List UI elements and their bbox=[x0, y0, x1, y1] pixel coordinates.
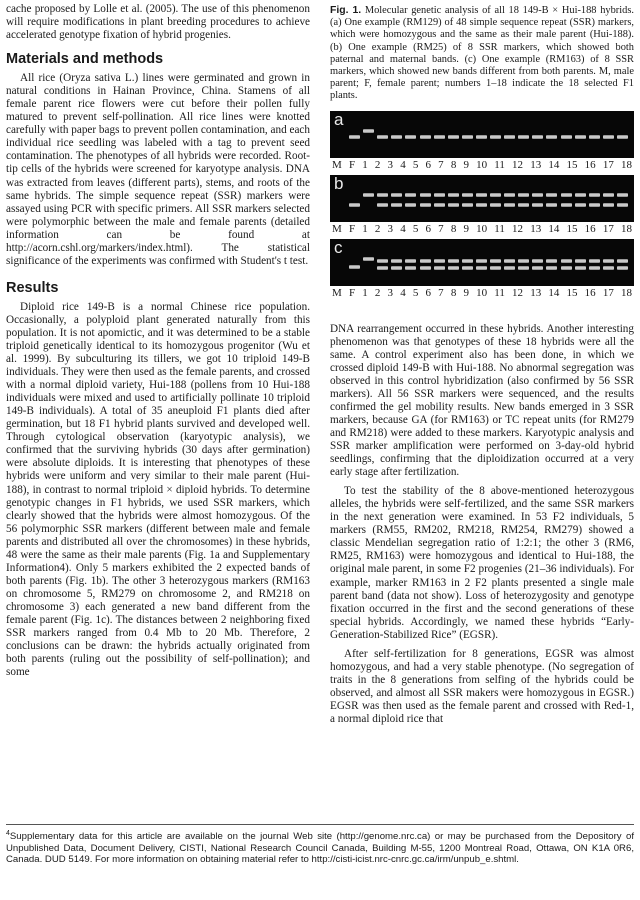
lane-label: 17 bbox=[602, 286, 614, 299]
gel-band bbox=[377, 259, 388, 263]
gel-band bbox=[532, 266, 543, 270]
footnote-text: Supplementary data for this article are available on the journal Web site (http://genome.nrc.ca) or may be purchased from the Depository of Unpublished Data, Document Delivery, CISTI, National Research Council Canada, Building M-55, 1200 Montreal Road, Ottawa, ON K1A 0R6, Canada. DUD 5149. For more information on obtaining material refer to http://cisti-icist.nrc-cnrc.gc.ca/irm/unpub_e.shtml. bbox=[6, 831, 634, 865]
panel-label-c: c bbox=[334, 238, 343, 257]
lane-label: 14 bbox=[548, 286, 560, 299]
lane-label: 7 bbox=[438, 286, 444, 299]
gel-band bbox=[363, 129, 374, 133]
lane-label: 9 bbox=[463, 158, 469, 171]
lane-label: M bbox=[332, 158, 342, 171]
lane-label: 13 bbox=[530, 158, 542, 171]
figure-caption-text: Molecular genetic analysis of all 18 149-B × Hui-188 hybrids. (a) One example (RM129) of 48 simple sequence repeat (SSR) markers, which were homozygous and the same as their male parent (Hui-188). (b) One example (RM25) of 8 SSR markers, which showed both paternal and maternal bands. (c) One example (RM163) of 8 SSR markers, which showed new bands different from both parents. M, male parent; F, female parent; numbers 1–18 indicate the 18 selected F1 plants. bbox=[330, 5, 634, 102]
gel-band bbox=[405, 259, 416, 263]
gel-band bbox=[518, 266, 529, 270]
lane-label: 1 bbox=[362, 222, 368, 235]
gel-band bbox=[377, 193, 388, 197]
gel-band bbox=[589, 193, 600, 197]
gel-band bbox=[448, 259, 459, 263]
gel-band bbox=[420, 266, 431, 270]
lane-label: 2 bbox=[374, 222, 381, 235]
gel-band bbox=[561, 203, 572, 207]
gel-band bbox=[617, 259, 628, 263]
gel-band bbox=[405, 266, 416, 270]
gel-band bbox=[349, 265, 360, 269]
gel-band bbox=[448, 135, 459, 139]
gel-band bbox=[603, 266, 614, 270]
gel-band bbox=[546, 266, 557, 270]
gel-band bbox=[603, 135, 614, 139]
lane-label: 6 bbox=[425, 222, 431, 235]
footnote bbox=[6, 824, 634, 865]
gel-panel-a bbox=[330, 111, 634, 158]
gel-band bbox=[476, 135, 487, 139]
lane-label: 18 bbox=[620, 286, 632, 299]
gel-band bbox=[589, 203, 600, 207]
figure-label: Fig. 1. bbox=[330, 5, 362, 16]
lane-label: 8 bbox=[450, 286, 457, 299]
gel-band bbox=[490, 135, 501, 139]
gel-band bbox=[462, 135, 473, 139]
lane-label: 11 bbox=[494, 222, 505, 235]
gel-band bbox=[377, 135, 388, 139]
lane-label: 6 bbox=[425, 286, 431, 299]
lane-label: 2 bbox=[374, 286, 381, 299]
gel-band bbox=[420, 259, 431, 263]
gel-band bbox=[575, 135, 586, 139]
lane-label: 12 bbox=[512, 286, 524, 299]
lane-label: 16 bbox=[584, 222, 596, 235]
lane-labels-c bbox=[330, 286, 634, 301]
gel-band bbox=[561, 193, 572, 197]
gel-band bbox=[546, 203, 557, 207]
right-paragraph-1: DNA rearrangement occurred in these hybrids. Another interesting phenomenon was that genotypes of these 18 hybrids were all the same. A control experiment also has been done, in which we crossed diploid 149-B with Hui-188. No abnormal segregation was observed in this control hybridization (also confirmed by 56 SSR markers). All 56 SSR markers were sequenced, and the results confirmed the gel mobility results. New bands emerged in 3 SSR markers, because GA (for RM163) or TC repeat units (for RM279 and RM218) were added to these markers. Karyotypic analysis and SSR marker amplification were performed on 3-day-old hybrid seedlings, confirming that the diploidization occurred at a very early stage after fertilization. bbox=[330, 322, 634, 479]
lane-label: 7 bbox=[438, 222, 444, 235]
left-column bbox=[6, 0, 310, 679]
gel-band bbox=[476, 266, 487, 270]
gel-band bbox=[546, 193, 557, 197]
lane-label: 14 bbox=[548, 158, 560, 171]
gel-band bbox=[561, 266, 572, 270]
lane-label: 5 bbox=[412, 286, 419, 299]
right-paragraph-3: After self-fertilization for 8 generations, EGSR was almost homozygous, and had a very stable phenotype. (No segregation of traits in the 8 generations from selfing of the hybrids could be observed, and almost all SSR makers were homozygous in EGSR.) EGSR was then used as the female parent and crossed with Red-1, a normal diploid rice that bbox=[330, 647, 634, 725]
gel-band bbox=[391, 266, 402, 270]
gel-band bbox=[603, 193, 614, 197]
right-paragraph-2: To test the stability of the 8 above-mentioned heterozygous alleles, the hybrids were self-fertilized, and the same SSR markers in the next generation were examined. In 53 F2 individuals, 5 markers (RM55, RM202, RM218, RM254, RM279) showed a classic Mendelian segregation ratio of 1:2:1; the other 3 (RM6, RM25, RM163) were homozygous and identical to Hui-188, the original male parent, in some F2 progenies (21–36 individuals). For example, marker RM163 in 2 F2 plants presented a single male parent band (data not show). Loss of heterozygosity and genotype fixation occurred in the first and the second generations of these special hybrids. Accordingly, we named these hybrids “Early-Generation-Stabilized Rice” (EGSR). bbox=[330, 485, 634, 641]
gel-band bbox=[575, 203, 586, 207]
lane-label: 13 bbox=[530, 286, 542, 299]
gel-band bbox=[377, 266, 388, 270]
lane-label: F bbox=[348, 222, 356, 235]
gel-band bbox=[617, 193, 628, 197]
lane-label: F bbox=[348, 158, 356, 171]
lane-label: 3 bbox=[387, 286, 394, 299]
gel-band bbox=[391, 259, 402, 263]
lane-label: 15 bbox=[566, 286, 578, 299]
lane-label: 5 bbox=[412, 158, 419, 171]
lane-label: 3 bbox=[387, 158, 394, 171]
gel-band bbox=[575, 266, 586, 270]
gel-band bbox=[546, 135, 557, 139]
gel-band bbox=[532, 193, 543, 197]
gel-band bbox=[462, 193, 473, 197]
lane-label: 5 bbox=[412, 222, 419, 235]
gel-band bbox=[589, 135, 600, 139]
gel-band bbox=[504, 259, 515, 263]
gel-band bbox=[617, 266, 628, 270]
lane-label: 17 bbox=[602, 158, 614, 171]
gel-band bbox=[420, 135, 431, 139]
footnote-mark: 4 bbox=[6, 830, 10, 837]
gel-band bbox=[532, 135, 543, 139]
methods-heading: Materials and methods bbox=[6, 51, 164, 68]
gel-band bbox=[490, 259, 501, 263]
gel-band bbox=[363, 257, 374, 261]
intro-paragraph: cache proposed by Lolle et al. (2005). The use of this phenomenon will require modifications in plant breeding procedures to achieve accelerated genotype fixation of hybrid progenies. bbox=[6, 3, 310, 42]
gel-band bbox=[476, 193, 487, 197]
lane-label: 3 bbox=[387, 222, 394, 235]
lane-label: 11 bbox=[494, 286, 505, 299]
lane-label: 14 bbox=[548, 222, 560, 235]
lane-label: 15 bbox=[566, 158, 578, 171]
gel-band bbox=[405, 203, 416, 207]
gel-band bbox=[448, 266, 459, 270]
gel-band bbox=[405, 193, 416, 197]
gel-band bbox=[490, 203, 501, 207]
gel-band bbox=[349, 203, 360, 207]
lane-label: 9 bbox=[463, 286, 469, 299]
lane-label: 18 bbox=[620, 158, 632, 171]
lane-label: 11 bbox=[494, 158, 505, 171]
lane-label: 10 bbox=[476, 158, 488, 171]
gel-band bbox=[434, 259, 445, 263]
gel-band bbox=[518, 193, 529, 197]
gel-band bbox=[532, 203, 543, 207]
gel-figure bbox=[330, 111, 634, 301]
lane-label: 12 bbox=[512, 158, 524, 171]
lane-label: M bbox=[332, 286, 342, 299]
gel-band bbox=[405, 135, 416, 139]
gel-band bbox=[420, 203, 431, 207]
lane-label: 17 bbox=[602, 222, 614, 235]
gel-band bbox=[434, 203, 445, 207]
gel-band bbox=[518, 203, 529, 207]
gel-band bbox=[603, 259, 614, 263]
results-heading: Results bbox=[6, 279, 59, 296]
gel-band bbox=[391, 203, 402, 207]
gel-band bbox=[603, 203, 614, 207]
gel-band bbox=[504, 203, 515, 207]
gel-band bbox=[476, 259, 487, 263]
gel-band bbox=[462, 259, 473, 263]
gel-band bbox=[617, 203, 628, 207]
lane-label: 16 bbox=[584, 158, 596, 171]
gel-band bbox=[434, 135, 445, 139]
panel-label-b: b bbox=[334, 174, 344, 193]
gel-band bbox=[617, 135, 628, 139]
lane-label: 12 bbox=[512, 222, 524, 235]
results-paragraph: Diploid rice 149-B is a normal Chinese rice population. Occasionally, a polyploid plant generated naturally from this population. It is not apomictic, and it was determined to be a stable triploid genetically identical to its homozygous progenitor (Wu et al. 1999). By subculturing its tillers, we got 10 triploid 149-B individuals. They were then used as the female parents, and crossed with a normal diploid variety, Hui-188 (pollens from 10 Hui-188 individuals were mixed and used to artificially pollinate 10 triploid 149-B individuals). A total of 35 aneuploid F1 plants died after germination, but 18 F1 hybrid plants survived and developed well. Through cytological observation (karyotypic analysis), we confirmed that the surviving hybrids (30 days after germination) were absolute diploids. It is interesting that phenotypes of these hybrids were uniform and very similar to their male parent (Hui-188), in contrast to normal triploid × diploid hybrids. To determine genotypic changes in F1 hybrids, we used SSR markers, which clearly showed that the hybrids were almost homozygous. Of the 56 polymorphic SSR markers (different between male and female parents and distributed all over the chromosomes) in these hybrids, 48 were the same as their male parents (Fig. 1a and Supplementary Information4). Only 5 markers exhibited the 2 expected bands of both parents (Fig. 1b). The other 3 heterozygous markers (RM163 on chromosome 5, RM279 on chromosome 2, and RM218 on chromosome 3) each generated a new band different from the female parent (Fig. 1c). The distances between 2 neighboring fixed SSR markers ranged from 0.4 Mb to 20 Mb. Therefore, 2 conclusions can be drawn: the hybrids actually originated from both parents (ruling out the possibility of self-pollination); and some bbox=[6, 300, 310, 679]
gel-panel-c bbox=[330, 239, 634, 286]
lane-label: 7 bbox=[438, 158, 444, 171]
gel-band bbox=[391, 193, 402, 197]
gel-band bbox=[575, 259, 586, 263]
gel-band bbox=[377, 203, 388, 207]
lane-label: F bbox=[348, 286, 356, 299]
gel-band bbox=[434, 266, 445, 270]
panel-label-a: a bbox=[334, 110, 344, 129]
gel-band bbox=[448, 193, 459, 197]
gel-band bbox=[490, 266, 501, 270]
gel-band bbox=[561, 259, 572, 263]
gel-band bbox=[589, 266, 600, 270]
gel-band bbox=[504, 135, 515, 139]
methods-paragraph: All rice (Oryza sativa L.) lines were germinated and grown in natural conditions in Hainan Province, China. Stamens of all female parent rice flowers were cut before their pollen fully matured to prevent self-pollination. All rice lines were knotted carefully with paper bags to prevent pollen contamination, and each individual rice seedling was labeled with a tag to prevent seed contamination. The phenotypes of all hybrids were recorded. Root-tip cells of the hybrids were screened for karyotype analysis. DNA was extracted from leaves (different parts), stems, and roots of the same hybrids. The simple sequence repeat (SSR) markers were assayed using PCR with specific primers. All SSR markers selected were polymorphic between the male and female parents (detailed information can be found at http://acorn.cshl.org/markers/index.html). The statistical significance of the experiments was confirmed with Student's t test. bbox=[6, 72, 310, 267]
lane-label: 1 bbox=[362, 286, 368, 299]
figure-caption bbox=[330, 5, 634, 103]
gel-band bbox=[462, 266, 473, 270]
lane-label: 4 bbox=[400, 222, 406, 235]
lane-label: 4 bbox=[400, 158, 406, 171]
lane-label: 16 bbox=[584, 286, 596, 299]
gel-panel-b bbox=[330, 175, 634, 222]
lane-label: 13 bbox=[530, 222, 542, 235]
gel-band bbox=[420, 193, 431, 197]
gel-band bbox=[434, 193, 445, 197]
gel-band bbox=[532, 259, 543, 263]
gel-band bbox=[448, 203, 459, 207]
gel-band bbox=[391, 135, 402, 139]
lane-label: 10 bbox=[476, 286, 488, 299]
gel-band bbox=[476, 203, 487, 207]
gel-band bbox=[504, 266, 515, 270]
lane-label: 2 bbox=[374, 158, 381, 171]
gel-band bbox=[349, 135, 360, 139]
gel-band bbox=[363, 193, 374, 197]
lane-labels-a bbox=[330, 158, 634, 173]
gel-band bbox=[518, 135, 529, 139]
lane-label: 18 bbox=[620, 222, 632, 235]
gel-band bbox=[490, 193, 501, 197]
gel-band bbox=[589, 259, 600, 263]
lane-label: 10 bbox=[476, 222, 488, 235]
lane-labels-b bbox=[330, 222, 634, 237]
lane-label: 1 bbox=[362, 158, 368, 171]
gel-band bbox=[575, 193, 586, 197]
gel-band bbox=[462, 203, 473, 207]
lane-label: 4 bbox=[400, 286, 406, 299]
gel-band bbox=[546, 259, 557, 263]
gel-band bbox=[504, 193, 515, 197]
lane-label: 6 bbox=[425, 158, 431, 171]
gel-band bbox=[518, 259, 529, 263]
lane-label: 15 bbox=[566, 222, 578, 235]
lane-label: 8 bbox=[450, 158, 457, 171]
lane-label: 9 bbox=[463, 222, 469, 235]
lane-label: 8 bbox=[450, 222, 457, 235]
lane-label: M bbox=[332, 222, 342, 235]
right-column bbox=[330, 0, 634, 726]
gel-band bbox=[561, 135, 572, 139]
